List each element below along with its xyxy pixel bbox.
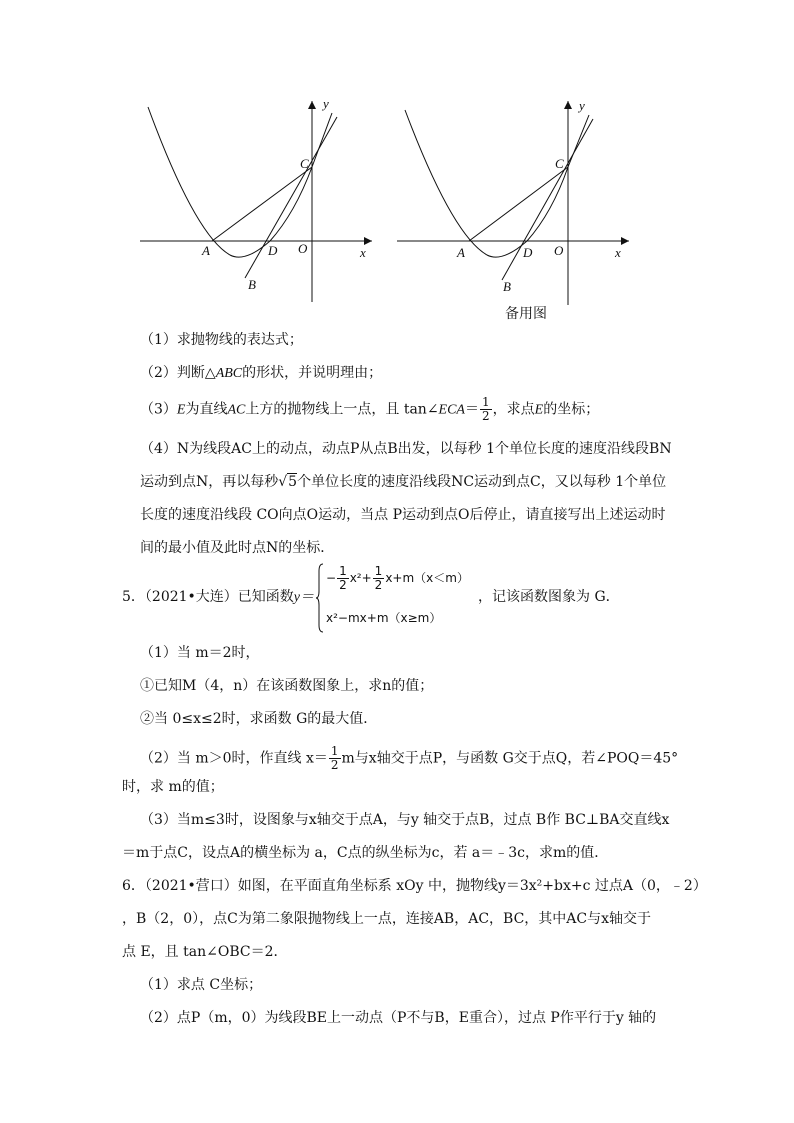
figure-left bbox=[140, 95, 380, 309]
label-A: A bbox=[202, 243, 210, 258]
q4-part4-line2: 运动到点N，再以每秒√5个单位长度的速度沿线段NC运动到点C，又以每秒 1个单位 bbox=[140, 474, 667, 490]
label-A: A bbox=[457, 245, 465, 260]
label-O: O bbox=[298, 241, 308, 256]
fraction-half: $\frac{1}{2}$ bbox=[482, 395, 490, 423]
piece-row2: x²−mx+m（x≥m） bbox=[326, 611, 442, 625]
q4-part4-line3: 长度的速度沿线段 CO向点O运动，当点 P运动到点O后停止，请直接写出上述运动时 bbox=[140, 507, 666, 523]
label-O: O bbox=[554, 243, 564, 258]
label-C: C bbox=[300, 156, 309, 171]
parabola-graph-right bbox=[397, 95, 637, 305]
q5-sub2-cont: 时，求 m的值； bbox=[122, 779, 224, 795]
figure-caption: 备用图 bbox=[505, 306, 547, 322]
q6-line2: ，B（2，0），点C为第二象限抛物线上一点，连接AB，AC，BC，其中AC与x轴交于 bbox=[122, 911, 652, 927]
brace-icon bbox=[316, 563, 324, 633]
q5-head: 5．（2021•大连）已知函数y＝ bbox=[122, 589, 315, 605]
q4-part1: （1）求抛物线的表达式； bbox=[140, 332, 303, 348]
q5-sub2: （2）当 m＞0时，作直线 x＝ $\frac{1}{2}$ m与x轴交于点P，与函数 G交于点Q，若∠POQ＝45° bbox=[140, 744, 679, 772]
q4-part4-line4: 间的最小值及此时点N的坐标． bbox=[140, 540, 335, 556]
q5-sub3-line1: （3）当m≤3时，设图象与x轴交于点A，与y 轴交于点B，过点 B作 BC⊥BA交直线x bbox=[140, 812, 670, 828]
piece-row1: − $\frac{1}{2}$ x²+ $\frac{1}{2}$ x+m（x＜m） bbox=[326, 564, 469, 592]
q6-line1: 6．（2021•营口）如图，在平面直角坐标系 xOy 中，抛物线y＝3x²+bx+c 过点A（0，﹣2） bbox=[122, 878, 707, 894]
label-y: y bbox=[579, 98, 585, 113]
label-B: B bbox=[248, 277, 256, 292]
label-D: D bbox=[268, 243, 278, 258]
figure-right bbox=[397, 95, 637, 309]
parabola-graph-left bbox=[140, 95, 380, 305]
q4-part2: （2）判断△ABC的形状，并说明理由； bbox=[140, 365, 383, 381]
q5-sub1a: ①已知M（4，n）在该函数图象上，求n的值； bbox=[140, 678, 434, 694]
label-D: D bbox=[523, 245, 533, 260]
q4-part4-line1: （4）N为线段AC上的动点，动点P从点B出发，以每秒 1个单位长度的速度沿线段BN bbox=[140, 441, 672, 457]
q4-part3: （3）E为直线AC上方的抛物线上一点，且 tan∠ECA＝ $\frac{1}{2}$ ，求点E的坐标； bbox=[140, 395, 600, 423]
piecewise-function bbox=[316, 563, 476, 633]
label-x: x bbox=[360, 245, 366, 260]
q5-tail: ，记该函数图象为 G． bbox=[478, 589, 620, 605]
q5-sub3-line2: ＝m于点C，设点A的横坐标为 a，C点的纵坐标为c，若 a＝﹣3c，求m的值． bbox=[122, 845, 609, 861]
q6-sub1: （1）求点 C坐标； bbox=[140, 977, 263, 993]
label-x: x bbox=[615, 245, 621, 260]
label-B: B bbox=[503, 279, 511, 294]
q6-sub2: （2）点P（m，0）为线段BE上一动点（P不与B，E重合），过点 P作平行于y 轴的 bbox=[140, 1010, 657, 1026]
q5-sub1b: ②当 0≤x≤2时，求函数 G的最大值． bbox=[140, 711, 378, 727]
label-C: C bbox=[555, 156, 564, 171]
q5-sub1: （1）当 m＝2时， bbox=[140, 645, 260, 661]
q6-line3: 点 E，且 tan∠OBC＝2． bbox=[122, 944, 288, 960]
label-y: y bbox=[323, 96, 329, 111]
